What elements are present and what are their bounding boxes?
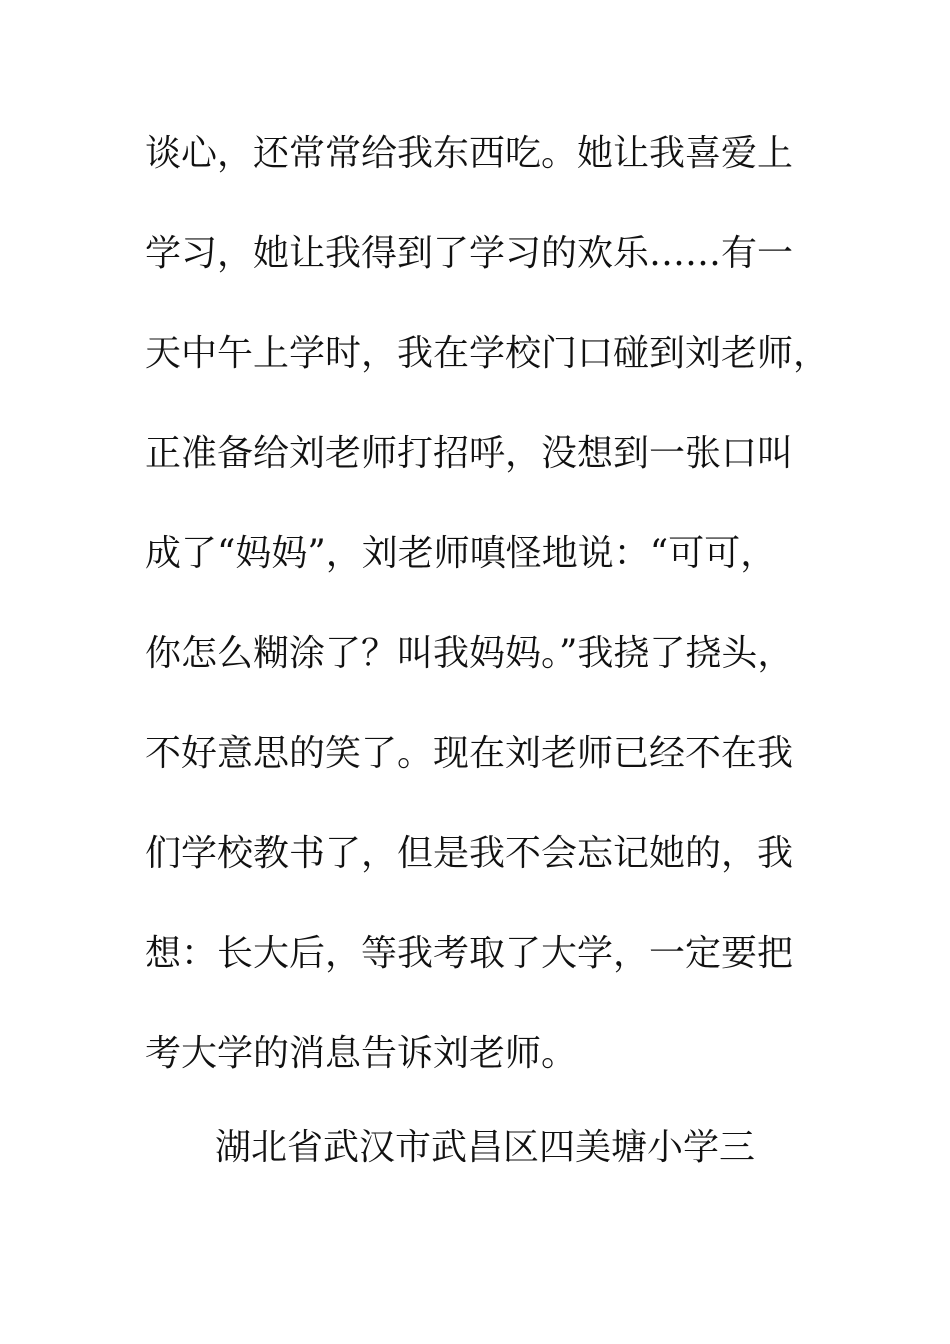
body-text-line: 不好意思的笑了。现在刘老师已经不在我 [145, 733, 794, 774]
body-text-line: 谈心，还常常给我东西吃。她让我喜爱上 [145, 133, 794, 174]
body-text-line: 考大学的消息告诉刘老师。 [145, 1033, 578, 1074]
author-byline: 湖北省武汉市武昌区四美塘小学三 [215, 1127, 756, 1168]
body-text-line: 想：长大后，等我考取了大学，一定要把 [145, 933, 794, 974]
body-text-line: 成了“妈妈”，刘老师嗔怪地说：“可可， [145, 533, 777, 574]
body-text-line: 天中午上学时，我在学校门口碰到刘老师， [145, 333, 830, 374]
body-text-line: 学习，她让我得到了学习的欢乐……有一 [145, 233, 794, 274]
body-text-line: 们学校教书了，但是我不会忘记她的，我 [145, 833, 794, 874]
body-text-line: 正准备给刘老师打招呼，没想到一张口叫 [145, 433, 794, 474]
body-text-line: 你怎么糊涂了？叫我妈妈。”我挠了挠头， [145, 633, 794, 674]
